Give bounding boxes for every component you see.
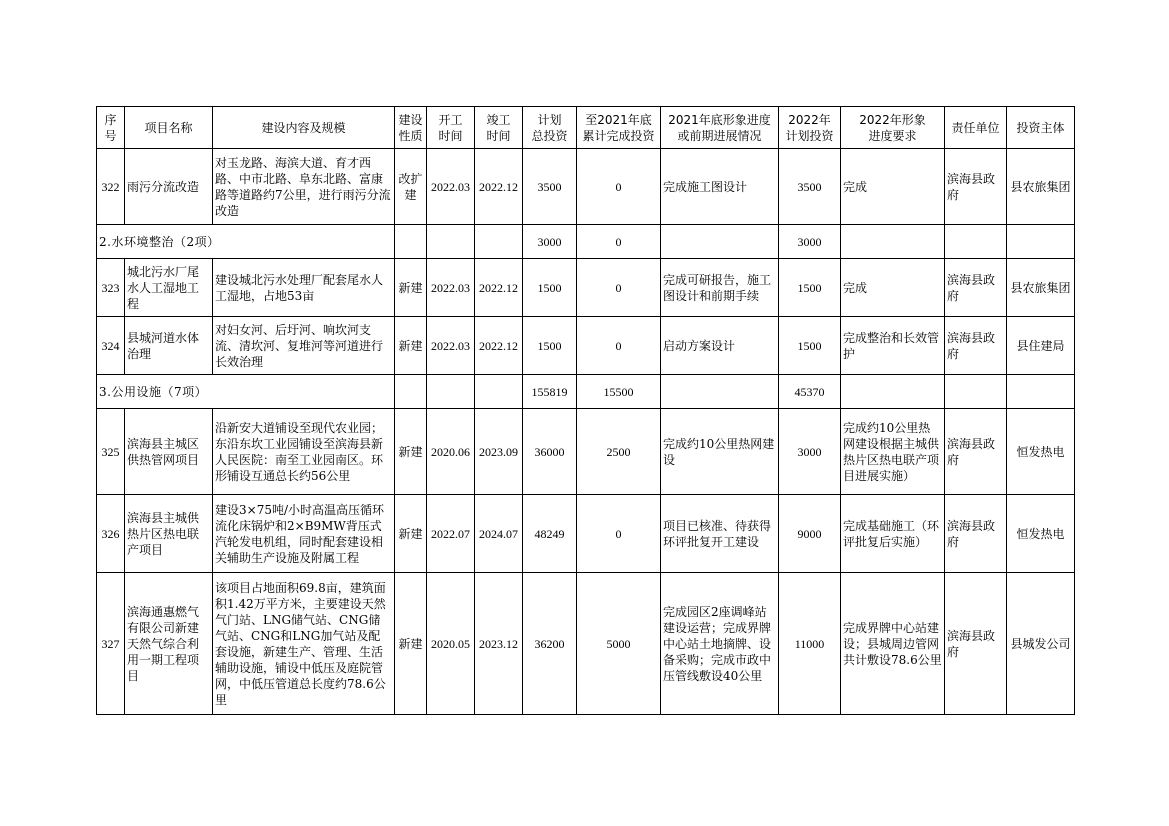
investor-cell: 县农旅集团	[1007, 259, 1075, 317]
start-time-cell: 2020.05	[427, 573, 475, 715]
nature-cell: 新建	[395, 573, 427, 715]
table-header-row	[97, 107, 1075, 149]
row-number-cell: 326	[97, 495, 125, 573]
row-number-cell: 324	[97, 317, 125, 375]
done-2021-cell: 15500	[577, 375, 661, 409]
nature-cell: 新建	[395, 409, 427, 495]
done-2021-cell: 2500	[577, 409, 661, 495]
empty-cell	[841, 225, 945, 259]
responsible-unit-cell: 滨海县政府	[945, 317, 1007, 375]
empty-cell	[427, 225, 475, 259]
plan-2022-cell: 45370	[779, 375, 841, 409]
empty-cell	[661, 375, 779, 409]
start-time-cell: 2022.07	[427, 495, 475, 573]
empty-cell	[945, 375, 1007, 409]
header-cell: 计划 总投资	[523, 107, 577, 149]
done-2021-cell: 0	[577, 225, 661, 259]
nature-cell: 新建	[395, 259, 427, 317]
start-time-cell: 2022.03	[427, 149, 475, 225]
progress-2021-cell: 启动方案设计	[661, 317, 779, 375]
content-scale-cell: 建设城北污水处理厂配套尾水人工湿地，占地53亩	[213, 259, 395, 317]
done-2021-cell: 0	[577, 495, 661, 573]
row-number-cell: 322	[97, 149, 125, 225]
table-body	[97, 149, 1075, 715]
header-cell: 序 号	[97, 107, 125, 149]
start-time-cell: 2020.06	[427, 409, 475, 495]
end-time-cell: 2022.12	[475, 259, 523, 317]
total-investment-cell: 36000	[523, 409, 577, 495]
progress-2021-cell: 完成园区2座调峰站建设运营；完成界牌中心站土地摘牌、设备采购；完成市政中压管线敷设40公里	[661, 573, 779, 715]
end-time-cell: 2022.12	[475, 149, 523, 225]
goal-2022-cell: 完成基础施工（环评批复后实施）	[841, 495, 945, 573]
project-name-cell: 县城河道水体治理	[125, 317, 213, 375]
empty-cell	[1007, 375, 1075, 409]
progress-2021-cell: 完成施工图设计	[661, 149, 779, 225]
section-row	[97, 375, 1075, 409]
investor-cell: 县住建局	[1007, 317, 1075, 375]
done-2021-cell: 5000	[577, 573, 661, 715]
table-row	[97, 573, 1075, 715]
investor-cell: 恒发热电	[1007, 409, 1075, 495]
progress-2021-cell: 项目已核准、待获得环评批复开工建设	[661, 495, 779, 573]
header-cell: 建设 性质	[395, 107, 427, 149]
plan-2022-cell: 3500	[779, 149, 841, 225]
investor-cell: 县城发公司	[1007, 573, 1075, 715]
project-name-cell: 滨海县主城供热片区热电联产项目	[125, 495, 213, 573]
table-row	[97, 317, 1075, 375]
end-time-cell: 2023.09	[475, 409, 523, 495]
table-row	[97, 409, 1075, 495]
empty-cell	[475, 375, 523, 409]
header-cell: 竣工 时间	[475, 107, 523, 149]
plan-2022-cell: 3000	[779, 409, 841, 495]
end-time-cell: 2023.12	[475, 573, 523, 715]
header-cell: 建设内容及规模	[213, 107, 395, 149]
goal-2022-cell: 完成	[841, 149, 945, 225]
empty-cell	[841, 375, 945, 409]
responsible-unit-cell: 滨海县政府	[945, 259, 1007, 317]
header-cell: 投资主体	[1007, 107, 1075, 149]
header-cell: 2022年形象 进度要求	[841, 107, 945, 149]
total-investment-cell: 3500	[523, 149, 577, 225]
table-row	[97, 495, 1075, 573]
header-cell: 至2021年底 累计完成投资	[577, 107, 661, 149]
table-row	[97, 149, 1075, 225]
content-scale-cell: 对妇女河、后圩河、响坎河支流、清坎河、复堆河等河道进行长效治理	[213, 317, 395, 375]
done-2021-cell: 0	[577, 259, 661, 317]
total-investment-cell: 1500	[523, 317, 577, 375]
header-cell: 项目名称	[125, 107, 213, 149]
responsible-unit-cell: 滨海县政府	[945, 573, 1007, 715]
content-scale-cell: 建设3×75吨/小时高温高压循环流化床锅炉和2×B9MW背压式汽轮发电机组，同时配套建设相关辅助生产设施及附属工程	[213, 495, 395, 573]
responsible-unit-cell: 滨海县政府	[945, 495, 1007, 573]
nature-cell: 新建	[395, 317, 427, 375]
investor-cell: 县农旅集团	[1007, 149, 1075, 225]
empty-cell	[661, 225, 779, 259]
project-name-cell: 滨海通惠燃气有限公司新建天然气综合利用一期工程项目	[125, 573, 213, 715]
investor-cell: 恒发热电	[1007, 495, 1075, 573]
project-name-cell: 雨污分流改造	[125, 149, 213, 225]
total-investment-cell: 3000	[523, 225, 577, 259]
row-number-cell: 327	[97, 573, 125, 715]
nature-cell: 新建	[395, 495, 427, 573]
total-investment-cell: 48249	[523, 495, 577, 573]
total-investment-cell: 1500	[523, 259, 577, 317]
plan-2022-cell: 11000	[779, 573, 841, 715]
content-scale-cell: 对玉龙路、海滨大道、育才西路、中市北路、阜东北路、富康路等道路约7公里，进行雨污分流改造	[213, 149, 395, 225]
progress-2021-cell: 完成约10公里热网建设	[661, 409, 779, 495]
empty-cell	[1007, 225, 1075, 259]
done-2021-cell: 0	[577, 317, 661, 375]
empty-cell	[395, 225, 427, 259]
empty-cell	[395, 375, 427, 409]
done-2021-cell: 0	[577, 149, 661, 225]
end-time-cell: 2022.12	[475, 317, 523, 375]
total-investment-cell: 155819	[523, 375, 577, 409]
total-investment-cell: 36200	[523, 573, 577, 715]
header-cell: 2022年 计划投资	[779, 107, 841, 149]
empty-cell	[945, 225, 1007, 259]
project-name-cell: 城北污水厂尾水人工湿地工程	[125, 259, 213, 317]
plan-2022-cell: 1500	[779, 259, 841, 317]
project-name-cell: 滨海县主城区供热管网项目	[125, 409, 213, 495]
goal-2022-cell: 完成约10公里热网建设根据主城供热片区热电联产项目进展实施）	[841, 409, 945, 495]
start-time-cell: 2022.03	[427, 259, 475, 317]
section-row	[97, 225, 1075, 259]
end-time-cell: 2024.07	[475, 495, 523, 573]
content-scale-cell: 沿新安大道铺设至现代农业园；东沿东坎工业园铺设至滨海县新人民医院：南至工业园南区。环形铺设互通总长约56公里	[213, 409, 395, 495]
row-number-cell: 325	[97, 409, 125, 495]
goal-2022-cell: 完成	[841, 259, 945, 317]
project-table	[96, 106, 1075, 715]
responsible-unit-cell: 滨海县政府	[945, 409, 1007, 495]
goal-2022-cell: 完成界牌中心站建设；县城周边管网共计敷设78.6公里	[841, 573, 945, 715]
empty-cell	[475, 225, 523, 259]
nature-cell: 改扩建	[395, 149, 427, 225]
content-scale-cell: 该项目占地面积69.8亩，建筑面积1.42万平方米，主要建设天然气门站、LNG储气站、CNG储气站、CNG和LNG加气站及配套设施，新建生产、管理、生活辅助设施，铺设中低压及庭院管网，中低压管道总长度约78.6公里	[213, 573, 395, 715]
start-time-cell: 2022.03	[427, 317, 475, 375]
header-cell: 责任单位	[945, 107, 1007, 149]
header-cell: 开工 时间	[427, 107, 475, 149]
plan-2022-cell: 9000	[779, 495, 841, 573]
section-label: 2.水环境整治（2项）	[97, 225, 395, 259]
header-cell: 2021年底形象进度 或前期进展情况	[661, 107, 779, 149]
section-label: 3.公用设施（7项）	[97, 375, 395, 409]
responsible-unit-cell: 滨海县政府	[945, 149, 1007, 225]
plan-2022-cell: 3000	[779, 225, 841, 259]
row-number-cell: 323	[97, 259, 125, 317]
plan-2022-cell: 1500	[779, 317, 841, 375]
progress-2021-cell: 完成可研报告，施工图设计和前期手续	[661, 259, 779, 317]
empty-cell	[427, 375, 475, 409]
goal-2022-cell: 完成整治和长效管护	[841, 317, 945, 375]
table-row	[97, 259, 1075, 317]
